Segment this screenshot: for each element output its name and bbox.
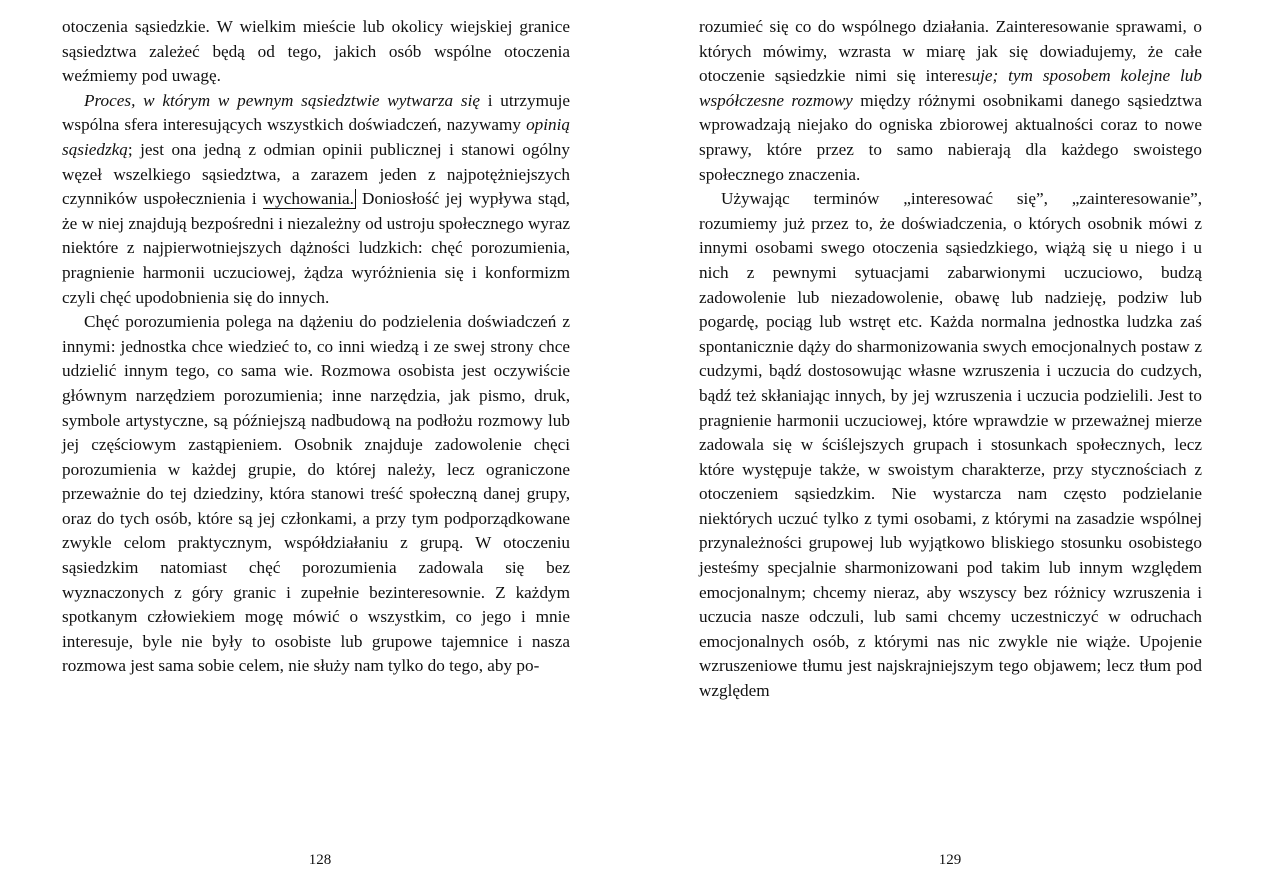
paragraph — [62, 310, 570, 679]
italic-text: suje; tym sposobem kolejne lub współczesne rozmowy — [699, 66, 1202, 110]
italic-text: opinią sąsiedzką — [62, 115, 570, 159]
paragraph — [62, 89, 570, 310]
right-page-number: 129 — [938, 852, 962, 868]
italic-text: Proces, w którym w pewnym sąsiedztwie wytwarza się — [84, 90, 480, 110]
right-page-text — [699, 15, 1202, 704]
left-page-number: 128 — [308, 852, 332, 868]
left-page-text — [62, 15, 570, 679]
paragraph — [699, 187, 1202, 703]
paragraph — [62, 15, 570, 89]
underlined-text: wychowania. — [262, 189, 354, 209]
text-run: między różnymi osobnikami danego sąsiedztwa wprowadzają niejako do ogniska zbiorowej aktualności coraz to nowe sprawy, które przez to samo nabierają dla każdego swoistego społecznego znaczenia. — [699, 90, 1202, 184]
left-page — [0, 0, 631, 893]
text-run: rozumieć się co do wspólnego działania. Zainteresowanie sprawami, o których mówimy, wzrasta w miarę jak się dowiadujemy, że całe otoczenie sąsiedzkie nimi się intere — [699, 17, 1202, 86]
text-run: Doniosłość jej wypływa stąd, że w niej znajdują bezpośredni i niezależny od ustroju społecznego wyraz niektóre z najpierwotniejszych dążności ludzkich: chęć porozumienia, pragnienie harmonii uczuciowej, żądza wyróżnienia się i konformizm czyli chęć upodobnienia się do innych. — [62, 189, 570, 307]
paragraph — [699, 15, 1202, 187]
text-run: i utrzymuje wspólna sfera interesujących wszystkich doświadczeń, nazywamy — [62, 90, 570, 135]
text-run: ; jest ona jedną z odmian opinii publicznej i stanowi ogólny węzeł wszelkiego sąsiedztwa, a zarazem jeden z najpotężniejszych czynników uspołecznienia i — [62, 139, 570, 209]
text-run: Chęć porozumienia polega na dążeniu do podzielenia doświadczeń z innymi: jednostka chce wiedzieć to, co inni wiedzą i ze swej strony chce udzielić innym tego, co sama wie. Rozmowa osobista jest oczywiście głównym narzędziem porozumienia; inne narzędzia, jak pismo, druk, symbole artystyczne, są późniejszą nadbudową na podłożu rozmowy lub jej częściowym zastąpieniem. Osobnik znajduje zadowolenie chęci porozumienia w każdej grupie, do której należy, lecz ograniczone przeważnie do tej dziedziny, która stanowi treść społeczną danej grupy, oraz do tych osób, które są jej członkami, a przy tym podporządkowane zwykle celom praktycznym, współdziałaniu z grupą. W otoczeniu sąsiedzkim natomiast chęć porozumienia zadowala się bez wyznaczonych z góry granic i zupełnie bezinteresownie. Z każdym spotkanym człowiekiem mogę mówić o wszystkim, co jego i mnie interesuje, byle nie były to osobiste lub grupowe tajemnice i nasza rozmowa jest sama sobie celem, nie służy nam tylko do tego, aby po- — [62, 312, 570, 676]
right-page — [632, 0, 1263, 893]
text-run: otoczenia sąsiedzkie. W wielkim mieście lub okolicy wiejskiej granice sąsiedztwa zależeć będą od tego, jakich osób wspólne otoczenia weźmiemy pod uwagę. — [62, 17, 570, 86]
text-run: Używając terminów „interesować się”, „zainteresowanie”, rozumiemy już przez to, że doświadczenia, o których osobnik mówi z innymi osobami swego otoczenia sąsiedzkiego, wiążą się u niego i u nich z pewnymi sytuacjami zabarwionymi uczuciowo, budzą zadowolenie lub niezadowolenie, obawę lub nadzieję, podziw lub pogardę, pociąg lub wstręt etc. Każda normalna jednostka ludzka zaś spontanicznie dąży do sharmonizowania swych emocjonalnych postaw z cudzymi, bądź dostosowując własne wzruszenia i uczucia do cudzych, bądź też skłaniając innych, by jej wzruszenia i uczucia podzielili. Jest to pragnienie harmonii uczuciowej, które wprawdzie w przeważnej mierze zadowala się w ściślejszych grupach i stosunkach społecznych, lecz które występuje także, w swoistym charakterze, przy stycznościach z otoczeniem sąsiedzkim. Nie wystarcza nam często podzielanie niektórych uczuć tylko z tymi osobami, z którymi na zasadzie wspólnej przynależności grupowej lub wyjątkowo bliskiego stosunku osobistego jesteśmy specjalnie sharmonizowani pod takim lub innym względem emocjonalnym; chcemy nieraz, aby wszyscy bez różnicy wzruszenia i uczucia nasze odczuli, lub sami chcemy uczestniczyć w odruchach emocjonalnych osób, z którymi nas nic zwykle nie wiąże. Upojenie wzruszeniowe tłumu jest najskrajniejszym tego objawem; lecz tłum pod względem — [699, 189, 1202, 701]
